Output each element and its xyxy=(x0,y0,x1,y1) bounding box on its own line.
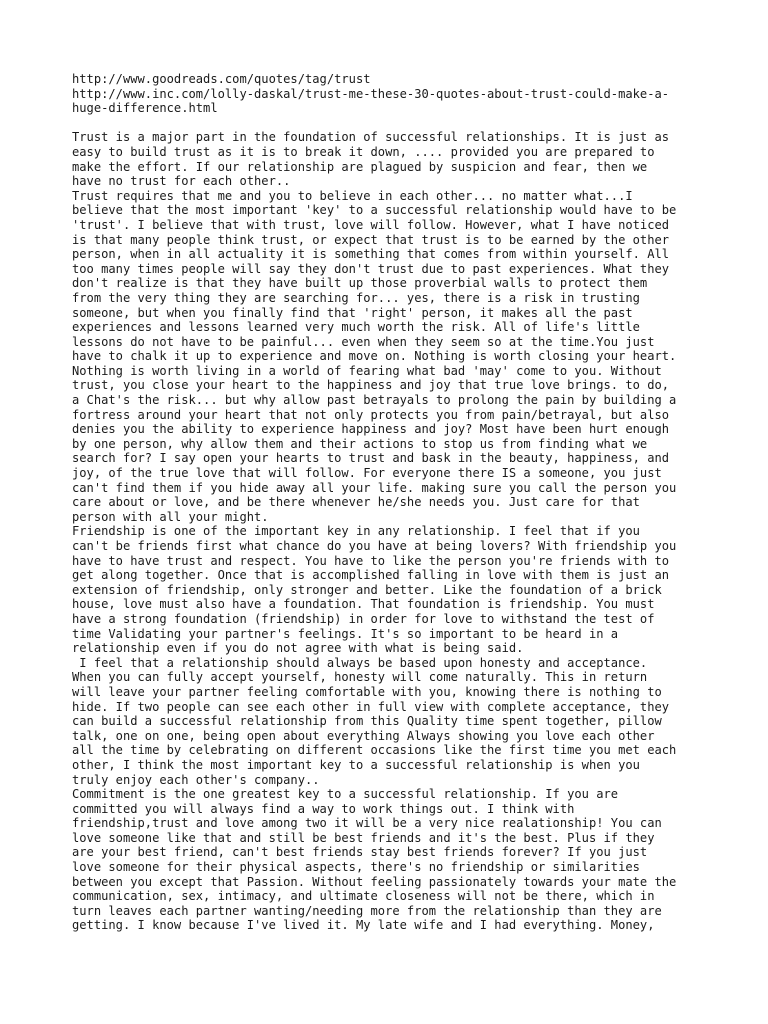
url-line: http://www.inc.com/lolly-daskal/trust-me-these-30-quotes-about-trust-could-make-a- xyxy=(72,86,670,101)
text-line: love someone like that and still be best friends and it's the best. Plus if they xyxy=(72,830,655,845)
text-line: lessons do not have to be painful... even when they seem so at the time.You just xyxy=(72,334,655,349)
text-line: hide. If two people can see each other in full view with complete acceptance, they xyxy=(72,699,670,714)
text-line: a Chat's the risk... but why allow past betrayals to prolong the pain by building a xyxy=(72,393,677,408)
text-line: person with all your might. xyxy=(72,509,269,524)
text-line: are your best friend, can't best friends stay best friends forever? If you just xyxy=(72,845,648,860)
text-line: time Validating your partner's feelings. It's so important to be heard in a xyxy=(72,626,619,641)
document-page xyxy=(72,72,712,933)
url-line: http://www.goodreads.com/quotes/tag/trust xyxy=(72,72,371,86)
text-line: get along together. Once that is accomplished falling in love with them is just an xyxy=(72,568,670,583)
text-line: fortress around your heart that not only protects you from pain/betrayal, but also xyxy=(72,407,670,422)
text-line: easy to build trust as it is to break it down, .... provided you are prepared to xyxy=(72,144,655,159)
text-line: all the time by celebrating on different occasions like the first time you met each xyxy=(72,743,677,758)
text-line: too many times people will say they don't trust due to past experiences. What they xyxy=(72,261,670,276)
text-line: truly enjoy each other's company.. xyxy=(72,772,320,787)
text-line: extension of friendship, only stronger and better. Like the foundation of a brick xyxy=(72,582,662,597)
text-line: someone, but when you finally find that 'right' person, it makes all the past xyxy=(72,305,633,320)
text-line: will leave your partner feeling comfortable with you, knowing there is nothing to xyxy=(72,684,662,699)
text-line: communication, sex, intimacy, and ultimate closeness will not be there, which in xyxy=(72,889,655,904)
text-line: house, love must also have a foundation. That foundation is friendship. You must xyxy=(72,597,655,612)
text-line: trust, you close your heart to the happiness and joy that true love brings. to do, xyxy=(72,378,670,393)
text-line: can't be friends first what chance do you have at being lovers? With friendship you xyxy=(72,539,677,553)
text-line: other, I think the most important key to a successful relationship is when you xyxy=(72,757,640,772)
text-line: between you except that Passion. Without feeling passionately towards your mate the xyxy=(72,874,677,889)
text-line: care about or love, and be there whenever he/she needs you. Just care for that xyxy=(72,495,640,510)
text-line: Commitment is the one greatest key to a successful relationship. If you are xyxy=(72,787,619,802)
text-line: turn leaves each partner wanting/needing more from the relationship than they are xyxy=(72,903,662,918)
text-line: getting. I know because I've lived it. My late wife and I had everything. Money, xyxy=(72,918,655,933)
text-line: denies you the ability to experience happiness and joy? Most have been hurt enough xyxy=(72,422,670,437)
text-line: Nothing is worth living in a world of fearing what bad 'may' come to you. Without xyxy=(72,363,662,378)
text-line: search for? I say open your hearts to trust and bask in the beauty, happiness, and xyxy=(72,451,670,466)
text-line: have no trust for each other.. xyxy=(72,174,291,189)
text-line: relationship even if you do not agree with what is being said. xyxy=(72,641,524,656)
text-line: committed you will always find a way to work things out. I think with xyxy=(72,801,575,816)
text-line: believe that the most important 'key' to a successful relationship would have to be xyxy=(72,203,677,218)
text-line: have to have trust and respect. You have to like the person you're friends with to xyxy=(72,553,670,568)
text-line: by one person, why allow them and their actions to stop us from finding what we xyxy=(72,436,648,451)
text-line: don't realize is that they have built up those proverbial walls to protect them xyxy=(72,276,648,291)
text-line: person, when in all actuality it is something that comes from within yourself. All xyxy=(72,247,670,262)
text-line: have a strong foundation (friendship) in order for love to withstand the test of xyxy=(72,611,655,626)
text-line: friendship,trust and love among two it will be a very nice realationship! You can xyxy=(72,816,662,831)
text-line: is that many people think trust, or expect that trust is to be earned by the other xyxy=(72,232,670,247)
text-line: Trust is a major part in the foundation of successful relationships. It is just as xyxy=(72,130,670,145)
text-line: from the very thing they are searching for... yes, there is a risk in trusting xyxy=(72,290,640,305)
url-line: huge-difference.html xyxy=(72,101,218,116)
text-line: I feel that a relationship should always be based upon honesty and acceptance. xyxy=(72,655,648,670)
text-line: have to chalk it up to experience and move on. Nothing is worth closing your heart. xyxy=(72,349,677,364)
text-line: can't find them if you hide away all your life. making sure you call the person you xyxy=(72,480,677,495)
text-line: 'trust'. I believe that with trust, love will follow. However, what I have noticed xyxy=(72,217,670,232)
text-line xyxy=(72,116,712,131)
text-line: talk, one on one, being open about everything Always showing you love each other xyxy=(72,728,655,743)
text-line: When you can fully accept yourself, honesty will come naturally. This in return xyxy=(72,670,648,685)
text-line: joy, of the true love that will follow. For everyone there IS a someone, you just xyxy=(72,466,662,481)
text-line: Friendship is one of the important key in any relationship. I feel that if you xyxy=(72,524,640,539)
text-line: love someone for their physical aspects, there's no friendship or similarities xyxy=(72,860,640,875)
text-line: make the effort. If our relationship are plagued by suspicion and fear, then we xyxy=(72,159,648,174)
text-line: can build a successful relationship from this Quality time spent together, pillow xyxy=(72,714,662,729)
text-line: experiences and lessons learned very much worth the risk. All of life's little xyxy=(72,320,640,335)
text-line: Trust requires that me and you to believe in each other... no matter what...I xyxy=(72,188,633,203)
